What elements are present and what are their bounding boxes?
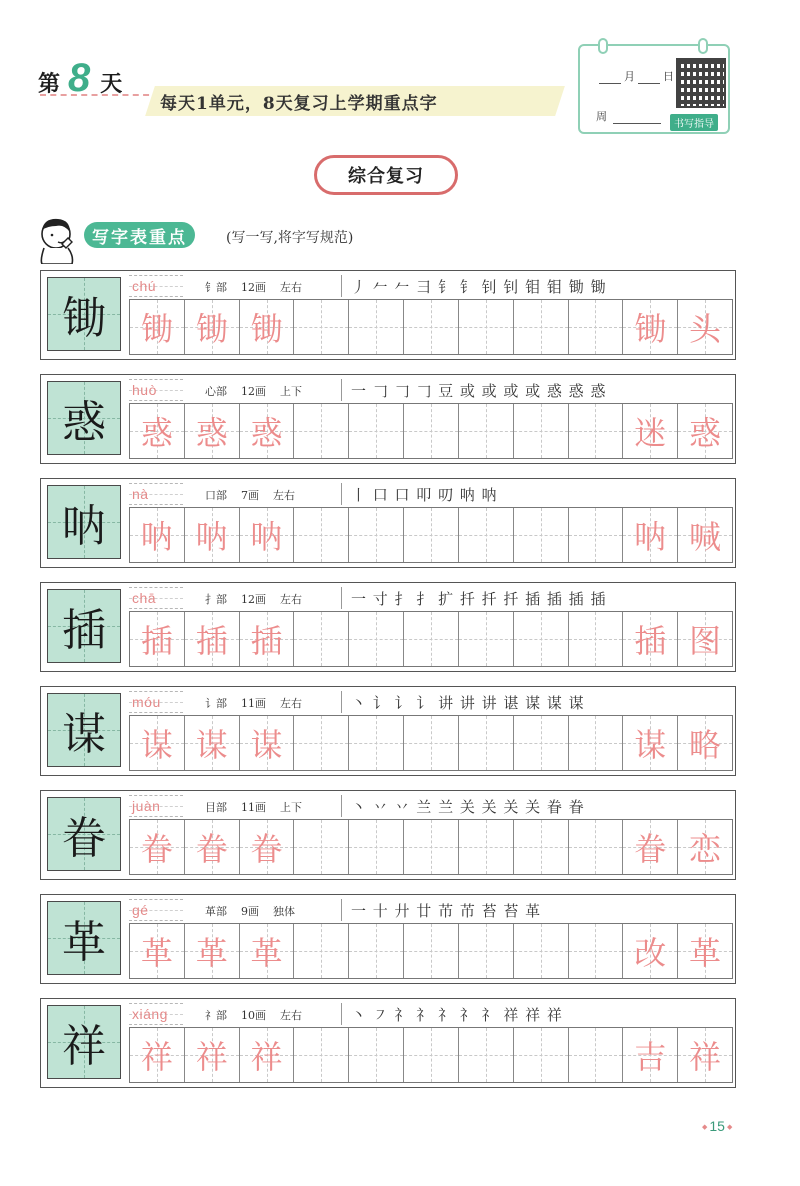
word-character: 恋 (689, 830, 722, 868)
week-label: 周 (596, 110, 607, 123)
word-cell[interactable] (623, 612, 678, 666)
model-character: 锄 (62, 293, 106, 344)
stroke-count: 11画 (241, 697, 266, 710)
model-character: 谋 (62, 709, 106, 760)
stroke-order: 丶 丷 丷 兰 兰 关 关 关 关 眷 眷 (351, 798, 585, 816)
trace-cell[interactable] (185, 404, 240, 458)
radical: 扌部 (205, 593, 227, 606)
word-character: 谋 (634, 726, 667, 764)
word-cell[interactable] (623, 508, 678, 562)
task-title (84, 222, 195, 248)
pinyin-box (129, 275, 183, 297)
practice-cell[interactable] (294, 300, 349, 354)
trace-character: 锄 (195, 310, 228, 348)
trace-character: 祥 (140, 1038, 173, 1076)
trace-character: 眷 (140, 830, 173, 868)
trace-character: 革 (195, 934, 228, 972)
writing-grid (129, 403, 733, 459)
trace-character: 革 (250, 934, 283, 972)
practice-cell[interactable] (294, 1028, 349, 1082)
writing-grid (129, 1027, 733, 1083)
word-cell[interactable] (678, 716, 732, 770)
structure: 左右 (280, 593, 302, 606)
practice-cell[interactable] (459, 404, 514, 458)
day-prefix: 第 (38, 71, 61, 97)
practice-cell[interactable] (569, 404, 624, 458)
radical: 礻部 (205, 1009, 227, 1022)
pinyin-box (129, 587, 183, 609)
qr-code-icon[interactable] (676, 58, 726, 108)
model-character: 惑 (62, 397, 106, 448)
pinyin: huò (132, 382, 157, 398)
practice-row (40, 582, 736, 672)
practice-row (40, 686, 736, 776)
stroke-count: 11画 (241, 801, 266, 814)
trace-character: 谋 (250, 726, 283, 764)
trace-cell[interactable] (240, 716, 295, 770)
practice-row (40, 478, 736, 568)
character-info (205, 383, 302, 399)
trace-character: 插 (250, 622, 283, 660)
trace-character: 眷 (250, 830, 283, 868)
model-character-cell (47, 693, 121, 767)
model-character-cell (47, 485, 121, 559)
section-title (314, 155, 458, 195)
model-character-cell (47, 1005, 121, 1079)
structure: 上下 (280, 801, 302, 814)
word-character: 呐 (634, 518, 667, 556)
practice-cell[interactable] (404, 508, 459, 562)
divider (341, 483, 342, 505)
word-cell[interactable] (678, 508, 732, 562)
practice-cell[interactable] (349, 820, 404, 874)
trace-cell[interactable] (185, 716, 240, 770)
practice-cell[interactable] (349, 924, 404, 978)
stroke-order: 丶 讠 讠 讠 讲 讲 讲 谌 谋 谋 谋 (351, 694, 585, 712)
trace-character: 谋 (195, 726, 228, 764)
structure: 左右 (280, 1009, 302, 1022)
practice-cell[interactable] (349, 612, 404, 666)
pinyin: juàn (132, 798, 161, 814)
practice-cell[interactable] (349, 716, 404, 770)
practice-cell[interactable] (514, 404, 569, 458)
practice-cell[interactable] (569, 924, 624, 978)
pinyin-box (129, 899, 183, 921)
stroke-count: 12画 (241, 593, 266, 606)
practice-cell[interactable] (294, 612, 349, 666)
qr-label: 书写指导 (670, 114, 718, 131)
trace-cell[interactable] (240, 612, 295, 666)
trace-cell[interactable] (185, 924, 240, 978)
stroke-count: 12画 (241, 281, 266, 294)
word-cell[interactable] (678, 1028, 732, 1082)
word-character: 喊 (689, 518, 722, 556)
model-character-cell (47, 797, 121, 871)
word-cell[interactable] (623, 404, 678, 458)
practice-cell[interactable] (569, 508, 624, 562)
pinyin: móu (132, 694, 161, 710)
trace-cell[interactable] (130, 404, 185, 458)
pinyin: xiáng (132, 1006, 168, 1022)
practice-row (40, 270, 736, 360)
practice-cell[interactable] (404, 300, 459, 354)
task-title-text: 写字表重点 (92, 227, 187, 248)
divider (341, 379, 342, 401)
character-info (205, 903, 295, 919)
day-label: 日 (663, 70, 674, 83)
practice-cell[interactable] (514, 612, 569, 666)
trace-character: 惑 (140, 414, 173, 452)
practice-cell[interactable] (294, 924, 349, 978)
structure: 左右 (273, 489, 295, 502)
word-cell[interactable] (623, 716, 678, 770)
stroke-order: 丨 口 口 叩 叨 呐 呐 (351, 486, 498, 504)
trace-cell[interactable] (130, 820, 185, 874)
trace-character: 谋 (140, 726, 173, 764)
word-cell[interactable] (623, 924, 678, 978)
practice-cell[interactable] (459, 612, 514, 666)
day-title (38, 58, 122, 98)
practice-cell[interactable] (294, 820, 349, 874)
pinyin: chú (132, 278, 157, 294)
trace-character: 锄 (250, 310, 283, 348)
trace-character: 插 (140, 622, 173, 660)
model-character-cell (47, 589, 121, 663)
stroke-count: 10画 (241, 1009, 266, 1022)
word-character: 祥 (689, 1038, 722, 1076)
model-character: 祥 (62, 1021, 106, 1072)
trace-character: 祥 (250, 1038, 283, 1076)
practice-cell[interactable] (514, 1028, 569, 1082)
practice-cell[interactable] (349, 300, 404, 354)
model-character: 革 (62, 917, 106, 968)
trace-character: 惑 (250, 414, 283, 452)
boy-reading-icon (34, 214, 82, 264)
divider (341, 1003, 342, 1025)
trace-cell[interactable] (130, 924, 185, 978)
trace-cell[interactable] (130, 508, 185, 562)
practice-cell[interactable] (349, 404, 404, 458)
stroke-order: 丶 ㇇ 礻 礻 礻 礻 礻 祥 祥 祥 (351, 1006, 563, 1024)
word-character: 改 (634, 934, 667, 972)
word-cell[interactable] (623, 300, 678, 354)
character-info (205, 487, 295, 503)
task-note: (写一写,将字写规范) (226, 230, 354, 246)
trace-character: 呐 (140, 518, 173, 556)
writing-grid (129, 611, 733, 667)
writing-grid (129, 507, 733, 563)
radical: 革部 (205, 905, 227, 918)
pinyin: chā (132, 590, 157, 606)
word-character: 迷 (634, 414, 667, 452)
trace-character: 惑 (195, 414, 228, 452)
divider (341, 795, 342, 817)
date-card (578, 44, 730, 134)
practice-cell[interactable] (294, 404, 349, 458)
writing-grid (129, 819, 733, 875)
trace-cell[interactable] (130, 300, 185, 354)
model-character: 插 (62, 605, 106, 656)
trace-character: 呐 (250, 518, 283, 556)
structure: 独体 (273, 905, 295, 918)
practice-cell[interactable] (569, 820, 624, 874)
word-character: 革 (689, 934, 722, 972)
trace-cell[interactable] (240, 300, 295, 354)
word-cell[interactable] (623, 1028, 678, 1082)
subtitle: 每天1单元，8天复习上学期重点字 (160, 94, 438, 114)
practice-cell[interactable] (404, 1028, 459, 1082)
word-cell[interactable] (623, 820, 678, 874)
word-character: 惑 (689, 414, 722, 452)
binder-ring-icon (698, 38, 708, 54)
pinyin-box (129, 1003, 183, 1025)
model-character-cell (47, 381, 121, 455)
practice-cell[interactable] (514, 300, 569, 354)
stroke-order: 一 𠃌 𠃌 𠃌 豆 或 或 或 或 惑 惑 惑 (351, 382, 607, 400)
practice-cell[interactable] (294, 508, 349, 562)
trace-cell[interactable] (240, 404, 295, 458)
word-cell[interactable] (678, 612, 732, 666)
practice-cell[interactable] (569, 1028, 624, 1082)
practice-rows (40, 270, 736, 1102)
practice-cell[interactable] (349, 508, 404, 562)
model-character: 呐 (62, 501, 106, 552)
stroke-count: 12画 (241, 385, 266, 398)
trace-character: 插 (195, 622, 228, 660)
practice-row (40, 374, 736, 464)
word-character: 头 (689, 310, 722, 348)
word-cell[interactable] (678, 924, 732, 978)
trace-cell[interactable] (240, 508, 295, 562)
practice-cell[interactable] (569, 300, 624, 354)
word-character: 吉 (634, 1038, 667, 1076)
model-character-cell (47, 277, 121, 351)
day-suffix: 天 (100, 71, 123, 97)
character-info (205, 1007, 302, 1023)
stroke-order: 一 十 廾 廿 芇 芇 苔 苔 革 (351, 902, 542, 920)
divider (341, 899, 342, 921)
structure: 上下 (280, 385, 302, 398)
character-info (205, 695, 302, 711)
word-character: 眷 (634, 830, 667, 868)
practice-cell[interactable] (404, 924, 459, 978)
pinyin: gé (132, 902, 149, 918)
practice-cell[interactable] (514, 508, 569, 562)
trace-cell[interactable] (240, 924, 295, 978)
trace-cell[interactable] (240, 820, 295, 874)
word-cell[interactable] (678, 820, 732, 874)
divider (341, 275, 342, 297)
stroke-count: 7画 (241, 489, 259, 502)
date-field[interactable] (596, 68, 674, 84)
stroke-order: 一 寸 扌 扌 扩 扦 扦 扦 插 插 插 插 (351, 590, 607, 608)
practice-cell[interactable] (404, 820, 459, 874)
trace-cell[interactable] (185, 508, 240, 562)
binder-ring-icon (598, 38, 608, 54)
pinyin-box (129, 795, 183, 817)
model-character-cell (47, 901, 121, 975)
trace-cell[interactable] (185, 1028, 240, 1082)
model-character: 眷 (62, 813, 106, 864)
practice-cell[interactable] (404, 716, 459, 770)
practice-row (40, 998, 736, 1088)
character-info (205, 591, 302, 607)
practice-cell[interactable] (514, 716, 569, 770)
practice-cell[interactable] (404, 612, 459, 666)
stroke-order: 丿 𠂉 𠂉 ⺕ 钅 钅 钊 钊 钼 钼 锄 锄 (351, 278, 607, 296)
word-cell[interactable] (678, 300, 732, 354)
radical: 钅部 (205, 281, 227, 294)
trace-cell[interactable] (240, 1028, 295, 1082)
month-label: 月 (624, 70, 635, 83)
structure: 左右 (280, 281, 302, 294)
trace-character: 祥 (195, 1038, 228, 1076)
day-number: 8 (68, 56, 91, 100)
practice-cell[interactable] (349, 1028, 404, 1082)
word-character: 锄 (634, 310, 667, 348)
writing-grid (129, 923, 733, 979)
trace-character: 眷 (195, 830, 228, 868)
practice-cell[interactable] (404, 404, 459, 458)
pinyin-box (129, 379, 183, 401)
week-field[interactable] (596, 108, 661, 124)
trace-character: 呐 (195, 518, 228, 556)
practice-cell[interactable] (569, 716, 624, 770)
divider (341, 587, 342, 609)
divider (341, 691, 342, 713)
writing-grid (129, 715, 733, 771)
trace-character: 锄 (140, 310, 173, 348)
trace-cell[interactable] (185, 612, 240, 666)
pinyin-box (129, 691, 183, 713)
word-cell[interactable] (678, 404, 732, 458)
trace-character: 革 (140, 934, 173, 972)
section-title-text: 综合复习 (348, 166, 424, 187)
practice-cell[interactable] (459, 820, 514, 874)
practice-cell[interactable] (459, 924, 514, 978)
pinyin: nà (132, 486, 149, 502)
practice-cell[interactable] (459, 1028, 514, 1082)
practice-cell[interactable] (459, 508, 514, 562)
word-character: 图 (689, 622, 722, 660)
trace-cell[interactable] (130, 716, 185, 770)
radical: 口部 (205, 489, 227, 502)
trace-cell[interactable] (185, 300, 240, 354)
practice-cell[interactable] (459, 300, 514, 354)
pinyin-box (129, 483, 183, 505)
stroke-count: 9画 (241, 905, 259, 918)
radical: 讠部 (205, 697, 227, 710)
practice-cell[interactable] (514, 820, 569, 874)
character-info (205, 279, 302, 295)
practice-cell[interactable] (459, 716, 514, 770)
page-number: ◆ 15 ◆ (700, 1118, 734, 1134)
radical: 心部 (205, 385, 227, 398)
word-character: 略 (689, 726, 722, 764)
practice-cell[interactable] (294, 716, 349, 770)
practice-row (40, 790, 736, 880)
structure: 左右 (280, 697, 302, 710)
word-character: 插 (634, 622, 667, 660)
practice-row (40, 894, 736, 984)
writing-grid (129, 299, 733, 355)
trace-cell[interactable] (130, 1028, 185, 1082)
practice-cell[interactable] (569, 612, 624, 666)
radical: 目部 (205, 801, 227, 814)
trace-cell[interactable] (185, 820, 240, 874)
character-info (205, 799, 302, 815)
trace-cell[interactable] (130, 612, 185, 666)
practice-cell[interactable] (514, 924, 569, 978)
